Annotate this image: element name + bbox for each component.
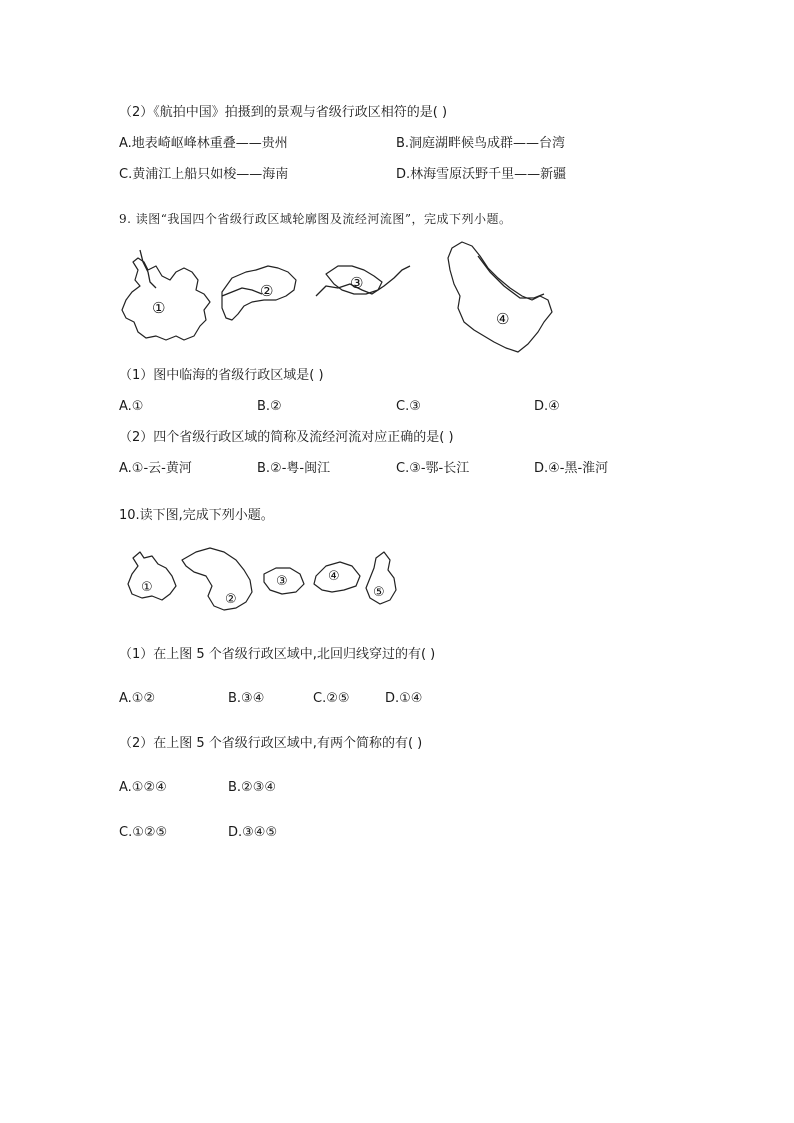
q9-map-label-2: ② (260, 282, 274, 300)
q8-sub2-option-a[interactable]: A.地表崎岖峰林重叠——贵州 (119, 136, 288, 151)
q10-sub1-stem: （1）在上图 5 个省级行政区域中,北回归线穿过的有( ) (119, 647, 436, 662)
q9-map-label-1: ① (152, 299, 166, 317)
q9-sub1-option-a[interactable]: A.① (119, 399, 144, 414)
q10-sub2-option-b[interactable]: B.②③④ (228, 780, 277, 795)
q9-title: 9. 读图“我国四个省级行政区域轮廓图及流经河流图”，完成下列小题。 (119, 212, 512, 226)
q8-sub2-option-d[interactable]: D.林海雪原沃野千里——新疆 (396, 167, 567, 182)
q9-sub2-option-b[interactable]: B.②-粤-闽江 (257, 461, 331, 476)
q10-sub1-option-c[interactable]: C.②⑤ (313, 691, 350, 706)
q10-sub1-option-b[interactable]: B.③④ (228, 691, 265, 706)
q9-sub1-option-b[interactable]: B.② (257, 399, 282, 414)
q10-map-province-4 (314, 562, 360, 592)
q8-sub2-stem: （2）《航拍中国》拍摄到的景观与省级行政区相符的是( ) (119, 105, 448, 120)
q10-map-province-5 (366, 552, 396, 604)
q10-sub2-option-c[interactable]: C.①②⑤ (119, 825, 168, 840)
q10-sub2-option-a[interactable]: A.①②④ (119, 780, 167, 795)
q9-sub1-option-c[interactable]: C.③ (396, 399, 421, 414)
q10-map-province-2 (182, 548, 252, 610)
q10-sub1-option-a[interactable]: A.①② (119, 691, 156, 706)
q10-map-label-3: ③ (276, 574, 288, 589)
q10-map-label-5: ⑤ (373, 585, 385, 600)
q8-sub2-option-c[interactable]: C.黄浦江上船只如梭——海南 (119, 167, 289, 182)
q10-title: 10.读下图,完成下列小题。 (119, 508, 274, 523)
q9-sub2-option-a[interactable]: A.①-云-黄河 (119, 461, 192, 476)
q9-map-label-4: ④ (496, 310, 510, 328)
q10-sub2-stem: （2）在上图 5 个省级行政区域中,有两个简称的有( ) (119, 736, 423, 751)
q8-sub2-option-b[interactable]: B.洞庭湖畔候鸟成群——台湾 (396, 136, 566, 151)
q10-map-label-4: ④ (328, 569, 340, 584)
q10-map-label-2: ② (225, 592, 237, 607)
q10-map-province-1 (128, 552, 176, 600)
q9-map-label-3: ③ (350, 274, 364, 292)
q9-sub1-option-d[interactable]: D.④ (534, 399, 560, 414)
q10-sub1-option-d[interactable]: D.①④ (385, 691, 423, 706)
q9-sub1-stem: （1）图中临海的省级行政区域是( ) (119, 368, 324, 383)
q9-sub2-stem: （2）四个省级行政区域的简称及流经河流对应正确的是( ) (119, 430, 454, 445)
q10-sub2-option-d[interactable]: D.③④⑤ (228, 825, 278, 840)
q10-map-province-3 (264, 568, 304, 594)
q9-sub2-option-c[interactable]: C.③-鄂-长江 (396, 461, 470, 476)
q10-map-label-1: ① (141, 580, 153, 595)
q9-sub2-option-d[interactable]: D.④-黑-淮河 (534, 461, 609, 476)
